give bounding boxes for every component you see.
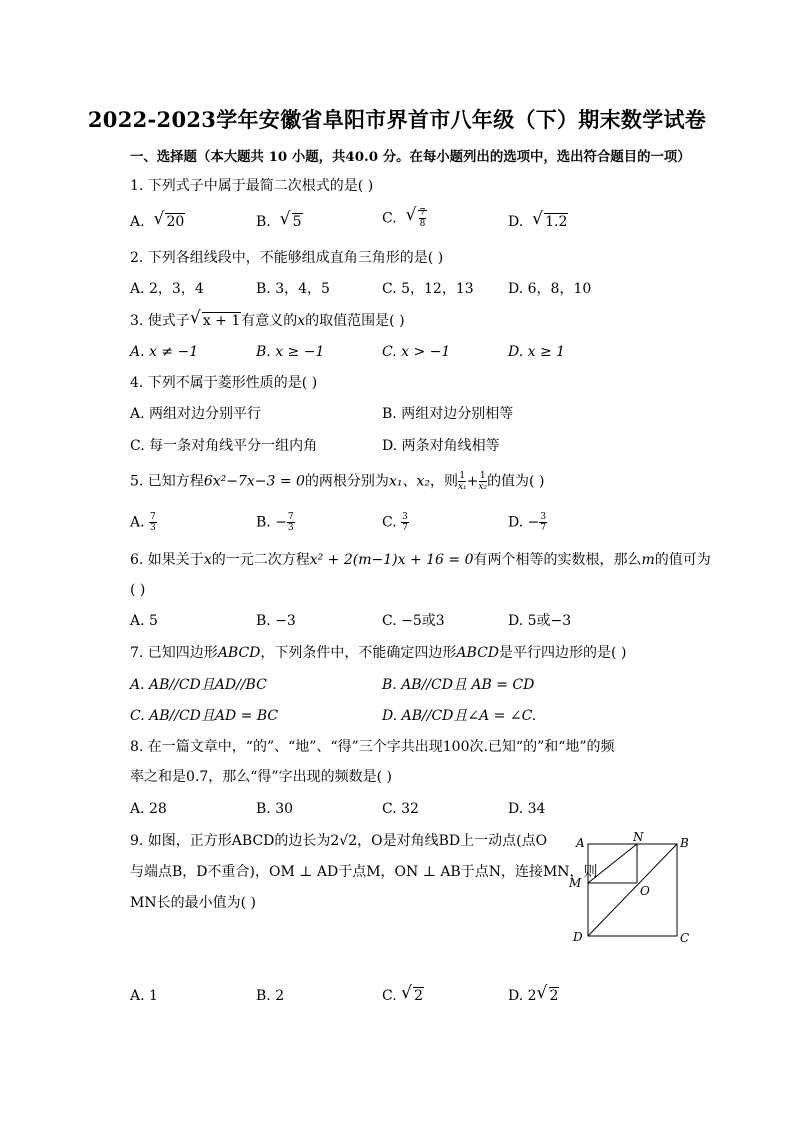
label-n: N	[633, 832, 644, 844]
q5-option-a: A. $\frac{7}{3}$	[130, 512, 156, 533]
q6-option-b: B. −3	[256, 613, 296, 629]
label-c: C	[680, 931, 690, 944]
q2-option-b: B. 3，4，5	[256, 281, 330, 297]
q7-option-c: C. AB//CD且AD = BC	[130, 708, 279, 724]
q5-option-d: D. − $\frac{3}{7}$	[508, 512, 547, 533]
q9-option-d: D. 2 √ 2	[508, 983, 559, 1004]
q2-option-c: C. 5，12，13	[382, 281, 474, 297]
q9-option-c: C. √ 2	[382, 983, 424, 1004]
q6-option-a: A. 5	[130, 613, 158, 629]
page-title: 2022-2023学年安徽省阜阳市界首市八年级（下）期末数学试卷	[87, 107, 707, 132]
question-5-stem: 5. 已知方程6x²−7x−3 = 0的两根分别为x₁、x₂，则 $\frac{1}{\text{x₁}}$ + $\frac{1}{\text{x₂}}$ 的值为( )	[130, 471, 545, 492]
q4-option-d: D. 两条对角线相等	[382, 438, 500, 454]
label-a: A	[576, 836, 585, 850]
q1-option-c: C. √ $\frac{7}{8}$	[382, 205, 426, 229]
q7-option-b: B. AB//CD且 AB = CD	[382, 677, 535, 693]
q8-option-d: D. 34	[508, 801, 546, 817]
q7-option-d: D. AB//CD且∠A = ∠C.	[382, 708, 537, 724]
diagonal-bd	[588, 844, 677, 936]
label-o: O	[640, 884, 650, 898]
label-b: B	[680, 836, 689, 850]
label-m: M	[569, 876, 582, 890]
q5-option-c: C. $\frac{3}{7}$	[382, 512, 408, 533]
q8-option-b: B. 30	[256, 801, 294, 817]
q8-option-a: A. 28	[130, 801, 167, 817]
q3-option-c: C. x > −1	[382, 344, 451, 360]
q3-option-a: A. x ≠ −1	[130, 344, 199, 360]
q3-option-d: D. x ≥ 1	[508, 344, 566, 360]
question-9-line-3: MN长的最小值为( )	[130, 895, 256, 911]
question-7-stem: 7. 已知四边形ABCD，下列条件中，不能确定四边形ABCD是平行四边形的是( )	[130, 645, 627, 661]
q1-option-d: D. √ 1.2	[508, 209, 568, 230]
question-6-stem: 6. 如果关于x的一元二次方程x² + 2(m−1)x + 16 = 0有两个相等的实数根，那么m的值可为	[130, 552, 711, 568]
q8-option-c: C. 32	[382, 801, 419, 817]
q7-option-a: A. AB//CD且AD//BC	[130, 677, 267, 693]
question-2-stem: 2. 下列各组线段中，不能够组成直角三角形的是( )	[130, 250, 444, 266]
label-d: D	[573, 930, 583, 944]
question-4-stem: 4. 下列不属于菱形性质的是( )	[130, 375, 318, 391]
q4-option-c: C. 每一条对角线平分一组内角	[130, 438, 318, 454]
q1-option-b: B. √ 5	[256, 209, 302, 230]
question-3-stem: 3. 使式子 √ x + 1有意义的x的取值范围是( )	[130, 308, 405, 329]
q9-option-a: A. 1	[130, 988, 158, 1004]
q4-option-a: A. 两组对边分别平行	[130, 406, 262, 422]
segment-mn	[588, 844, 637, 883]
square-figure	[567, 832, 697, 944]
q5-option-b: B. − $\frac{7}{3}$	[256, 512, 294, 533]
question-8-line-2: 率之和是0.7，那么“得”字出现的频数是( )	[130, 769, 392, 785]
question-6-stem-cont: ( )	[130, 582, 146, 598]
q6-option-c: C. −5或3	[382, 613, 445, 629]
q2-option-d: D. 6，8，10	[508, 281, 592, 297]
question-9-line-2: 与端点B，D不重合)，OM ⊥ AD于点M，ON ⊥ AB于点N，连接MN，则	[130, 864, 598, 880]
q6-option-d: D. 5或−3	[508, 613, 572, 629]
section-heading: 一、选择题（本大题共 10 小题，共40.0 分。在每小题列出的选项中，选出符合题目的一项）	[130, 149, 691, 165]
question-9-line-1: 9. 如图，正方形ABCD的边长为2√2，O是对角线BD上一动点(点O	[130, 833, 548, 849]
q1-option-a: A. √ 20	[130, 209, 185, 230]
q3-option-b: B. x ≥ −1	[256, 344, 325, 360]
q9-option-b: B. 2	[256, 988, 285, 1004]
question-1-stem: 1. 下列式子中属于最简二次根式的是( )	[130, 178, 374, 194]
q4-option-b: B. 两组对边分别相等	[382, 406, 514, 422]
q2-option-a: A. 2，3，4	[130, 281, 204, 297]
question-8-line-1: 8. 在一篇文章中，“的”、“地”、“得”三个字共出现100次.已知“的”和“地”的频	[130, 739, 615, 755]
